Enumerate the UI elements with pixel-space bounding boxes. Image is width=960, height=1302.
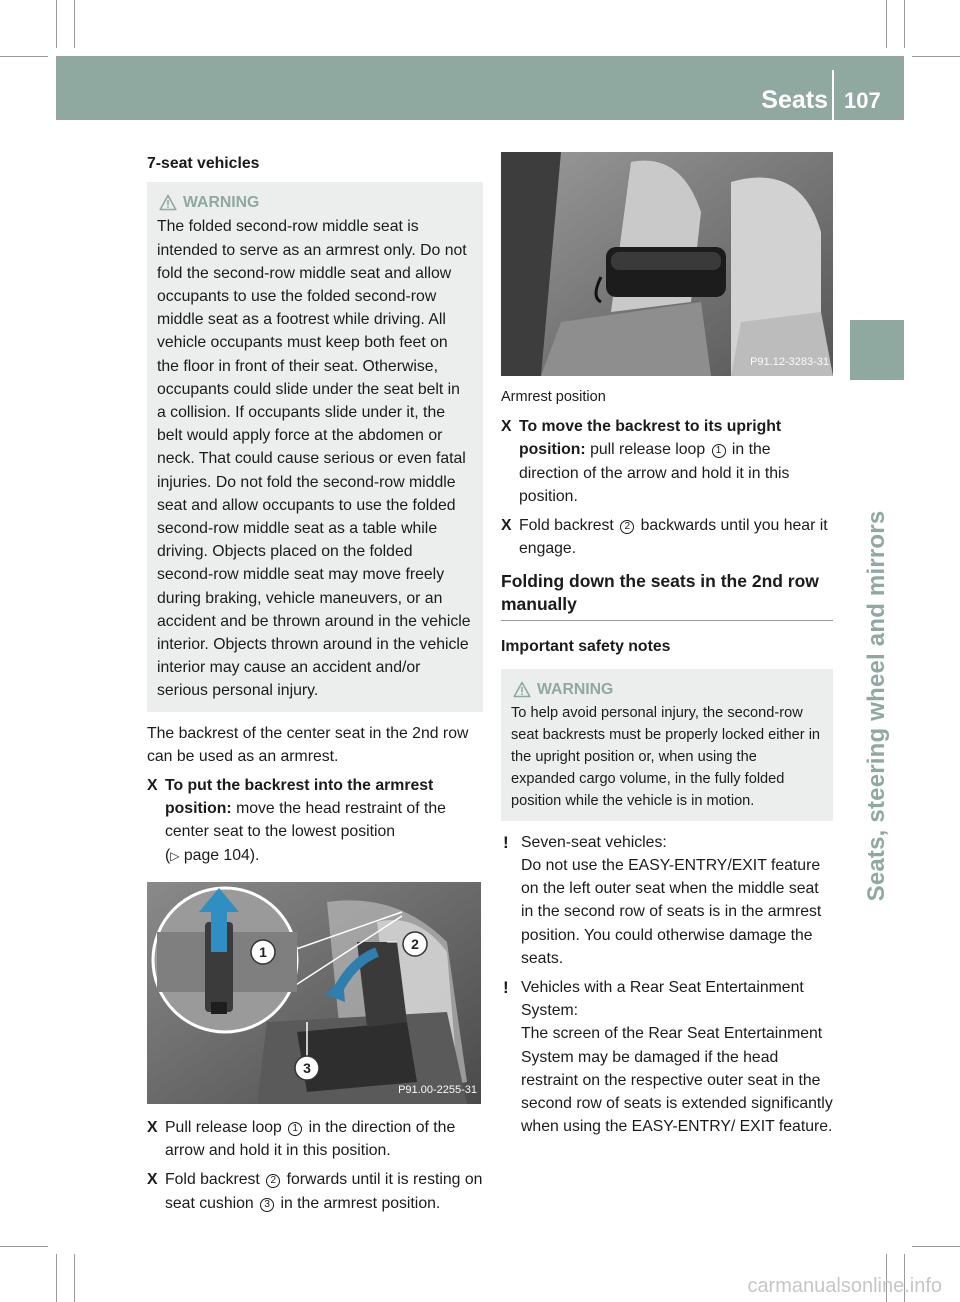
warning-title: WARNING — [537, 680, 614, 698]
note-text: Do not use the EASY-ENTRY/EXIT feature on the left outer seat when the middle seat in the second row of seats is in the armrest position. You could otherwise damage the seats. — [521, 857, 822, 967]
note-item — [501, 976, 833, 1138]
figure-callout-1: 1 — [259, 943, 267, 960]
figure-code: P91.00-2255-31 — [398, 1083, 477, 1096]
page-ref-arrow-icon: ▷ — [170, 848, 180, 863]
crop-mark — [912, 1246, 960, 1247]
step-arrow-icon: X — [147, 777, 158, 795]
note-title: Seven-seat vehicles: — [521, 833, 667, 851]
crop-mark — [912, 56, 960, 57]
instruction-step — [501, 415, 833, 508]
section-heading: 7-seat vehicles — [147, 155, 260, 172]
warning-header — [513, 678, 823, 701]
armrest-position-figure — [501, 152, 833, 376]
warning-text: The folded second-row middle seat is intended to serve as an armrest only. Do not fold the second-row middle seat and allow occupants to use the folded second-row middle seat as a footrest while driving. All vehicle occupants must keep both feet on the floor in front of their seat. Otherwise, occupants could slide under the seat belt in a collision. If occupants slide under it, the belt would apply force at the abdomen or neck. That could cause serious or even fatal injuries. Do not fold the second-row middle seat and allow occupants to use the folded second-row middle seat as a table while driving. Objects placed on the folded second-row middle seat may move freely during braking, vehicle maneuvers, or an accident and be thrown around in the vehicle interior. Objects thrown around in the vehicle interior may cause an accident and/or serious personal injury. — [157, 218, 471, 700]
note-item — [501, 831, 833, 970]
callout-2-icon: 2 — [620, 520, 634, 534]
step-text: pull release loop — [585, 441, 710, 459]
crop-mark — [0, 1246, 48, 1247]
subheading: Important safety notes — [501, 638, 671, 656]
page-ref-open: ( — [165, 846, 171, 864]
crop-mark — [0, 56, 48, 57]
warning-box — [147, 182, 483, 711]
step-text: Fold backrest — [165, 1171, 265, 1189]
note-title: Vehicles with a Rear Seat Entertainment System: — [521, 979, 804, 1020]
callout-1-icon: 1 — [712, 444, 726, 458]
intro-paragraph: The backrest of the center seat in the 2nd row can be used as an armrest. — [147, 724, 469, 765]
warning-header — [159, 191, 473, 214]
step-arrow-icon: X — [147, 1118, 158, 1136]
warning-triangle-icon — [159, 194, 177, 211]
figure-callout-3: 3 — [303, 1059, 311, 1076]
callout-3-icon: 3 — [260, 1198, 274, 1212]
figure-caption: Armrest position — [501, 389, 606, 405]
crop-mark — [74, 1254, 75, 1302]
watermark: carmanualsonline.info — [747, 1275, 942, 1297]
callout-2-icon: 2 — [266, 1174, 280, 1188]
section-title: Folding down the seats in the 2nd row manually — [501, 570, 833, 621]
figure-callout-2: 2 — [411, 935, 419, 952]
exclamation-icon: ! — [503, 832, 509, 852]
exclamation-icon: ! — [503, 978, 509, 998]
crop-mark — [74, 0, 75, 48]
step-text: Fold backrest — [519, 517, 619, 535]
header-divider — [832, 70, 834, 120]
instruction-step — [147, 1116, 483, 1162]
seat-illustration — [147, 882, 481, 1104]
armrest-illustration — [501, 152, 833, 376]
step-text: Pull release loop — [165, 1118, 287, 1136]
warning-text: To help avoid personal injury, the second-row seat backrests must be properly locked either in the upright position or, when using the expanded cargo volume, in the fully folded position while the vehicle is in motion. — [511, 704, 821, 809]
step-arrow-icon: X — [147, 1171, 158, 1189]
step-title: To move the backrest to its upright position: — [519, 418, 782, 459]
page-reference[interactable]: page 104). — [183, 846, 260, 864]
step-text: move the head restraint of the center seat to the lowest position — [165, 800, 446, 841]
side-tab-label: Seats, steering wheel and mirrors — [863, 510, 890, 902]
armrest-folding-figure — [147, 882, 481, 1104]
warning-triangle-icon — [513, 681, 531, 698]
side-tab-block — [850, 320, 904, 380]
page-title: Seats — [761, 86, 828, 114]
step-text: forwards until it is resting on seat cushion — [165, 1171, 483, 1212]
instruction-step — [147, 774, 483, 868]
page-number: 107 — [844, 88, 881, 113]
instruction-step — [501, 514, 833, 560]
crop-mark — [904, 0, 905, 48]
step-arrow-icon: X — [501, 517, 512, 535]
crop-mark — [886, 0, 887, 48]
left-column — [147, 152, 483, 1221]
warning-box — [501, 669, 833, 821]
callout-1-icon: 1 — [288, 1122, 302, 1136]
step-arrow-icon: X — [501, 418, 512, 436]
right-column — [501, 152, 833, 1144]
crop-mark — [56, 1254, 57, 1302]
figure-code: P91.12-3283-31 — [750, 355, 829, 368]
step-text: in the direction of the arrow and hold it in this position. — [165, 1118, 456, 1160]
note-text: The screen of the Rear Seat Entertainment System may be damaged if the head restraint on the respective outer seat in the second row of seats is extended significantly when using the EASY-ENTRY/ EXIT feature. — [521, 1025, 833, 1136]
instruction-step — [147, 1168, 483, 1214]
step-text: backwards until you hear it engage. — [519, 517, 828, 558]
step-text: in the armrest position. — [276, 1194, 441, 1212]
warning-title: WARNING — [183, 194, 260, 212]
step-title: To put the backrest into the armrest position: — [165, 777, 434, 818]
crop-mark — [56, 0, 57, 48]
step-text: in the direction of the arrow and hold it in this position. — [519, 441, 790, 505]
